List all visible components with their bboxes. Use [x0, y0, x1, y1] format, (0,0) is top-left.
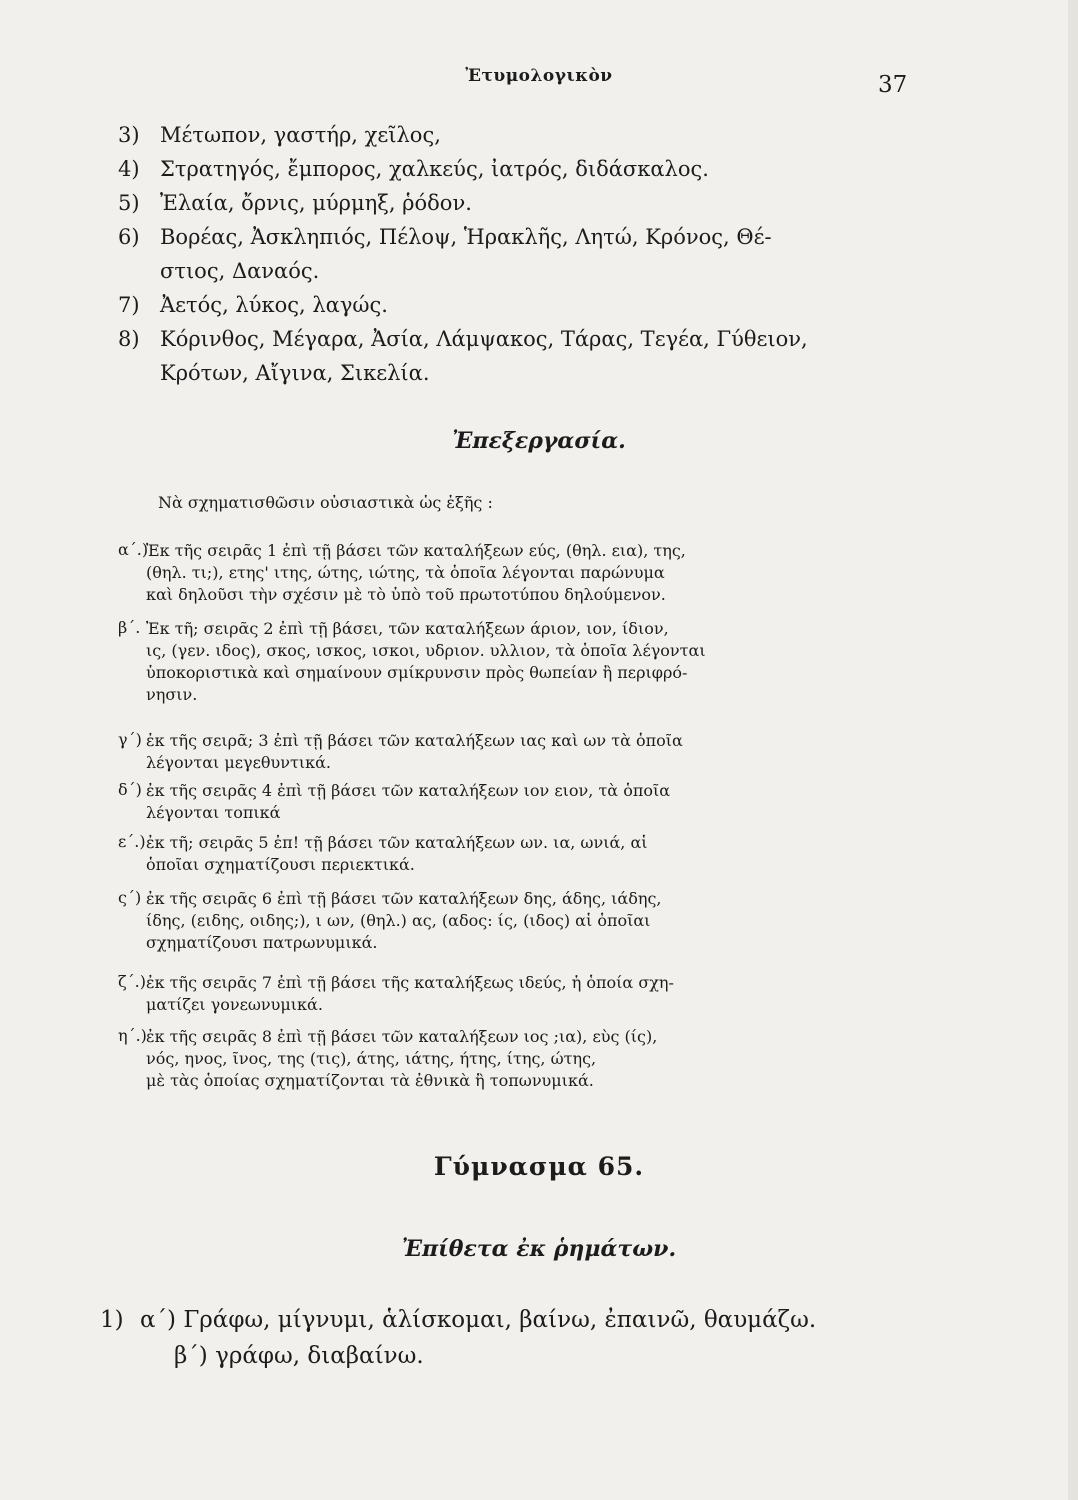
- subheading: Ἐπίθετα ἐκ ῥημάτων.: [401, 1236, 677, 1262]
- word-list: [118, 118, 948, 390]
- final-exercise: 1) α΄) Γράφω, μίγνυμι, ἁλίσκομαι, βαίνω, ἐπαινῶ, θαυμάζω. β΄) γράφω, διαβαίνω.: [100, 1307, 817, 1369]
- exercise-item: η΄.) ἐκ τῆς σειρᾶς 8 ἐπὶ τῇ βάσει τῶν καταλήξεων ιος ;ια), εὺς (ίς), νός, ηνος, ῖνος, της (τις), άτης, ιάτης, ήτης, ίτης, ώτης, μὲ τὰς ὁποίας σχηματίζονται τὰ ἐθνικὰ ἢ τοπωνυμικά.: [118, 1026, 658, 1090]
- page-number: 37: [878, 72, 908, 98]
- list-item: 5) Ἐλαία, ὄρνις, μύρμηξ, ῥόδον.: [118, 191, 472, 215]
- gymnasma-heading: Γύμνασμα 65.: [433, 1152, 645, 1181]
- list-item: 7) Ἀετός, λύκος, λαγώς.: [118, 293, 388, 317]
- page-edge-shadow: [1068, 0, 1078, 1500]
- list-item: 4) Στρατηγός, ἔμπορος, χαλκεύς, ἰατρός, διδάσκαλος.: [118, 157, 709, 181]
- list-item: 8) Κόρινθος, Μέγαρα, Ἀσία, Λάμψακος, Τάρας, Τεγέα, Γύθειον, Κρότων, Αἴγινα, Σικελία.: [118, 327, 808, 385]
- exercise-item: γ΄) ἐκ τῆς σειρᾶ; 3 ἐπὶ τῇ βάσει τῶν καταλήξεων ιας καὶ ων τὰ ὁποῖα λέγονται μεγεθυντικά.: [118, 730, 683, 772]
- exercise-item: β΄. Ἐκ τῆ; σειρᾶς 2 ἐπὶ τῇ βάσει, τῶν καταλήξεων άριον, ιον, ίδιον, ις, (γεν. ιδος), σκος, ισκος, ισκοι, υδριον. υλλιον, τὰ ὁποῖα λέγονται ὑποκοριστικὰ καὶ σημαίνουν σμίκρυνσιν πρὸς θωπείαν ἢ περιφρό- νησιν.: [118, 618, 706, 704]
- list-item: 6) Βορέας, Ἀσκληπιός, Πέλοψ, Ἡρακλῆς, Λητώ, Κρόνος, Θέ- στιος, Δαναός.: [118, 225, 772, 283]
- exercise-item: ζ΄.) ἐκ τῆς σειρᾶς 7 ἐπὶ τῇ βάσει τῆς καταλήξεως ιδεύς, ἡ ὁποία σχη- ματίζει γονεωνυμικά.: [118, 972, 674, 1014]
- intro-text: Νὰ σχηματισθῶσιν οὐσιαστικὰ ὡς ἑξῆς :: [158, 493, 493, 512]
- exercise-item: α΄.) Ἐκ τῆς σειρᾶς 1 ἐπὶ τῇ βάσει τῶν καταλήξεων εύς, (θηλ. εια), της, (θηλ. τι;), ετης' ιτης, ώτης, ιώτης, τὰ ὁποῖα λέγονται παρώνυμα καὶ δηλοῦσι τὴν σχέσιν μὲ τὸ ὑπὸ τοῦ πρωτοτύπου δηλούμενον.: [118, 540, 686, 604]
- list-item: 3) Μέτωπον, γαστήρ, χεῖλος,: [118, 123, 441, 147]
- exercise-item: δ΄) ἐκ τῆς σειρᾶς 4 ἐπὶ τῇ βάσει τῶν καταλήξεων ιον ειον, τὰ ὁποῖα λέγονται τοπικά: [118, 780, 671, 822]
- section-heading: Ἐπεξεργασία.: [452, 428, 626, 454]
- running-header: Ἐτυμολογικὸν: [465, 66, 613, 86]
- exercise-item: ς΄) ἐκ τῆς σειρᾶς 6 ἐπὶ τῇ βάσει τῶν καταλήξεων δης, άδης, ιάδης, ίδης, (ειδης, οιδης;), ι ων, (θηλ.) ας, (αδος: ίς, (ιδος) αἱ ὁποῖαι σχηματίζουσι πατρωνυμικά.: [118, 888, 662, 952]
- exercise-item: ε΄.) ἐκ τῆ; σειρᾶς 5 ἐπ! τῇ βάσει τῶν καταλήξεων ων. ια, ωνιά, αἱ ὁποῖαι σχηματίζουσι περιεκτικά.: [118, 832, 648, 874]
